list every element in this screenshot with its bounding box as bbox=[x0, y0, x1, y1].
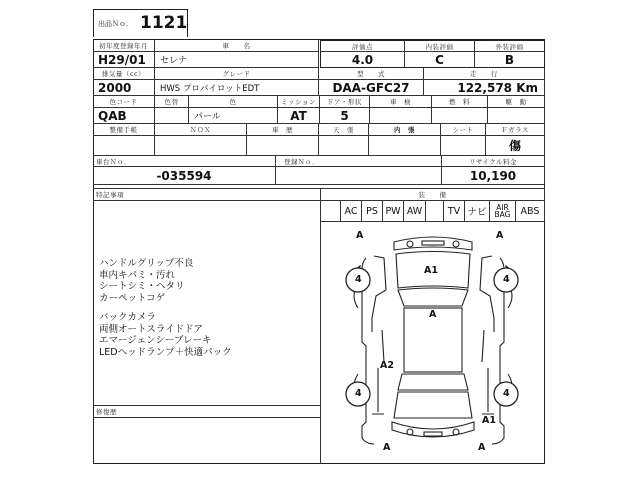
lot-number-box bbox=[93, 9, 188, 37]
damage-diagram bbox=[322, 222, 544, 464]
damage-mark: A bbox=[496, 230, 504, 241]
history-label: 車 歴 bbox=[247, 124, 319, 136]
reg-number-label: 登録Ｎｏ． bbox=[276, 156, 442, 167]
remark-line: 車内キパミ・汚れ bbox=[99, 269, 176, 281]
damage-mark: A bbox=[383, 442, 391, 453]
car-name-label: 車 名 bbox=[155, 40, 319, 52]
remarks-area bbox=[93, 201, 321, 406]
equip-tv: TV bbox=[444, 201, 465, 222]
front-glass: 傷 bbox=[486, 136, 545, 156]
color-code-label: 色コード bbox=[93, 96, 155, 108]
inspection-label: 車 検 bbox=[370, 96, 432, 108]
equip-blank bbox=[426, 201, 444, 222]
damage-mark: A2 bbox=[380, 360, 394, 371]
repair-history-label: 修復歴 bbox=[93, 406, 321, 418]
recycle-fee: 10,190 bbox=[442, 167, 545, 185]
fuel-label: 燃 料 bbox=[432, 96, 488, 108]
damage-mark: A1 bbox=[482, 415, 496, 426]
chassis-number: -035594 bbox=[93, 167, 276, 185]
recycle-fee-label: リサイクル料金 bbox=[442, 156, 545, 167]
equip-empty bbox=[321, 201, 341, 222]
remark-line: 両側オートスライドドア bbox=[99, 323, 203, 335]
front-glass-label: Ｆガラス bbox=[486, 124, 545, 136]
reg-number bbox=[276, 167, 442, 185]
door-label: ドア・形状 bbox=[320, 96, 370, 108]
score-label: 評価点 bbox=[320, 40, 405, 52]
mileage: 122,578 Km bbox=[424, 80, 545, 96]
grade: HWS プロパイロットEDT bbox=[155, 80, 319, 96]
car-outline bbox=[322, 222, 544, 464]
score-value: 4.0 bbox=[320, 52, 405, 68]
reg-date: H29/01 bbox=[93, 52, 155, 68]
remark-line: LEDヘッドランプ＋快適パック bbox=[99, 346, 232, 358]
tire-tread-mark: 4 bbox=[355, 388, 362, 399]
repair-history-area bbox=[93, 418, 321, 464]
model-code-label: 型 式 bbox=[319, 68, 424, 80]
mileage-label: 走 行 bbox=[424, 68, 545, 80]
remark-line: バックカメラ bbox=[99, 312, 157, 323]
equip-ps: PS bbox=[362, 201, 383, 222]
equipment-label: 装 備 bbox=[321, 189, 545, 201]
equip-pw: PW bbox=[383, 201, 404, 222]
tire-tread-mark: 4 bbox=[503, 388, 510, 399]
option-notes bbox=[99, 312, 232, 358]
exterior-grade-label: 外装評価 bbox=[475, 40, 545, 52]
headliner-label: 天 張 bbox=[319, 124, 369, 136]
inspection-value bbox=[370, 108, 432, 124]
interior-trim bbox=[369, 136, 441, 156]
color-change bbox=[155, 108, 189, 124]
lot-number-label: 出品Ｎｏ． bbox=[98, 20, 133, 28]
transmission-label: ミッション bbox=[278, 96, 320, 108]
equip-airbag: AIR BAG bbox=[490, 201, 516, 222]
model-code: DAA-GFC27 bbox=[319, 80, 424, 96]
fuel-value bbox=[432, 108, 488, 124]
car-name: セレナ bbox=[155, 52, 319, 68]
damage-mark: A1 bbox=[424, 265, 438, 276]
seat-label: シート bbox=[441, 124, 486, 136]
seat bbox=[441, 136, 486, 156]
doors: 5 bbox=[320, 108, 370, 124]
drive-value bbox=[488, 108, 545, 124]
displacement-label: 排気量（cc） bbox=[93, 68, 155, 80]
service-book bbox=[93, 136, 155, 156]
equip-ac: AC bbox=[341, 201, 362, 222]
displacement: 2000 bbox=[93, 80, 155, 96]
remarks-label: 特記事項 bbox=[93, 189, 321, 201]
color-label: 色 bbox=[189, 96, 278, 108]
reg-date-label: 初年度登録年月 bbox=[93, 40, 155, 52]
nox bbox=[155, 136, 247, 156]
remark-line: カーペットコゲ bbox=[99, 292, 166, 304]
history bbox=[247, 136, 319, 156]
interior-trim-label: 内 張 bbox=[369, 124, 441, 136]
remark-line: ハンドルグリップ不良 bbox=[99, 258, 194, 269]
color-change-label: 色替 bbox=[155, 96, 189, 108]
remark-line: シートシミ・ヘタリ bbox=[99, 281, 185, 292]
damage-mark: A bbox=[429, 309, 437, 320]
color-code: QAB bbox=[93, 108, 155, 124]
grade-label: グレード bbox=[155, 68, 319, 80]
equip-abs: ABS bbox=[516, 201, 545, 222]
tire-tread-mark: 4 bbox=[355, 274, 362, 285]
lot-number: 1121 bbox=[140, 13, 188, 33]
chassis-label: 車台Ｎｏ． bbox=[93, 156, 276, 167]
equip-aw: AW bbox=[404, 201, 426, 222]
color: パール bbox=[189, 108, 278, 124]
nox-label: ＮＯＸ bbox=[155, 124, 247, 136]
headliner bbox=[319, 136, 369, 156]
exterior-grade: B bbox=[475, 52, 545, 68]
defect-notes bbox=[99, 258, 193, 304]
damage-mark: A bbox=[356, 230, 364, 241]
transmission: AT bbox=[278, 108, 320, 124]
tire-tread-mark: 4 bbox=[503, 274, 510, 285]
remark-line: エマージェンシーブレーキ bbox=[99, 335, 212, 346]
interior-grade-label: 内装評価 bbox=[405, 40, 475, 52]
equip-navi: ナビ bbox=[465, 201, 490, 222]
service-book-label: 整備手帳 bbox=[93, 124, 155, 136]
damage-mark: A bbox=[478, 442, 486, 453]
drive-label: 駆 動 bbox=[488, 96, 545, 108]
interior-grade: C bbox=[405, 52, 475, 68]
